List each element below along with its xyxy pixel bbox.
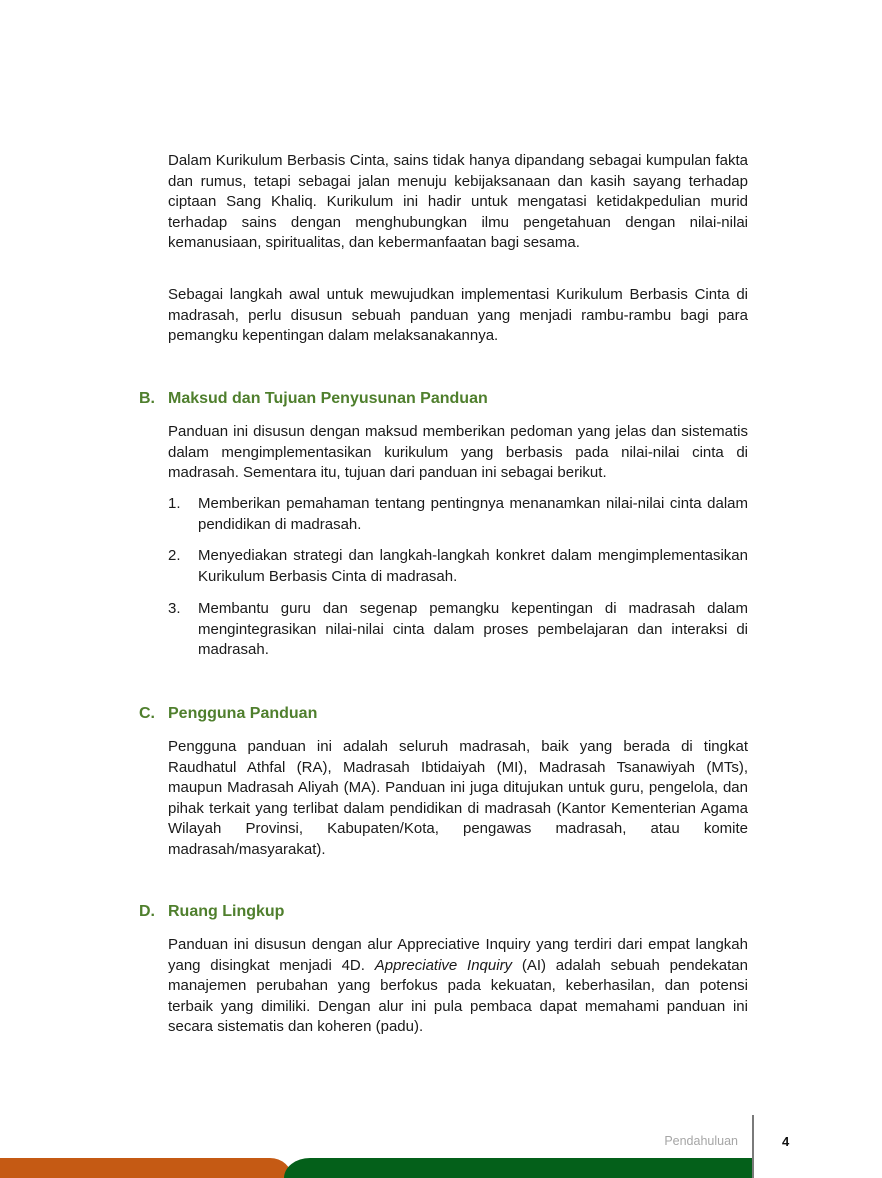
intro-paragraph-2: Sebagai langkah awal untuk mewujudkan implementasi Kurikulum Berbasis Cinta di madrasah, perlu disusun sebuah panduan yang menjadi rambu-rambu bagi para pemangku kepentingan dalam melaksanakannya. xyxy=(168,286,748,344)
section-c-paragraph: Pengguna panduan ini adalah seluruh madrasah, baik yang berada di tingkat Raudhatul Athfal (RA), Madrasah Ibtidaiyah (MI), Madrasah Tsanawiyah (MTs), maupun Madrasah Aliyah (MA). Panduan ini juga ditujukan untuk guru, pengelola, dan pihak terkait yang terlibat dalam pendidikan di madrasah (Kantor Kementerian Agama Wilayah Provinsi, Kabupaten/Kota, pengawas madrasah, atau komite madrasah/masyarakat). xyxy=(168,738,748,858)
section-c-letter: C. xyxy=(139,705,155,722)
list-text: Membantu guru dan segenap pemangku kepentingan di madrasah dalam mengintegrasikan nilai-nilai cinta dalam proses pembelajaran dan interaksi di madrasah. xyxy=(198,600,748,658)
section-d-title: Ruang Lingkup xyxy=(168,903,285,920)
section-c-heading xyxy=(139,705,317,723)
section-b-paragraph: Panduan ini disusun dengan maksud memberikan pedoman yang jelas dan sistematis dalam mengimplementasikan kurikulum yang berbasis pada nilai-nilai cinta di madrasah. Sementara itu, tujuan dari panduan ini sebagai berikut. xyxy=(168,423,748,481)
section-b-title: Maksud dan Tujuan Penyusunan Panduan xyxy=(168,390,488,407)
list-number: 3. xyxy=(168,600,181,617)
section-b-letter: B. xyxy=(139,390,155,407)
section-d-letter: D. xyxy=(139,903,155,920)
section-d-heading xyxy=(139,903,284,921)
list-number: 2. xyxy=(168,547,181,564)
footer-divider xyxy=(752,1115,754,1178)
footer-chapter-label: Pendahuluan xyxy=(664,1134,738,1148)
intro-paragraph-1: Dalam Kurikulum Berbasis Cinta, sains tidak hanya dipandang sebagai kumpulan fakta dan rumus, tetapi sebagai jalan menuju kebijaksanaan dan kasih sayang terhadap ciptaan Sang Khaliq. Kurikulum ini hadir untuk mengatasi ketidakpedulian murid terhadap sains dengan menghubungkan ilmu pengetahuan dengan nilai-nilai kemanusiaan, spiritualitas, dan kebermanfaatan bagi sesama. xyxy=(168,152,748,251)
list-item xyxy=(168,494,748,535)
section-d-paragraph xyxy=(168,935,748,1038)
section-d-text-1: Panduan ini disusun dengan alur Appreciative Inquiry yang terdiri dari empat langkah yang disingkat menjadi 4D. xyxy=(168,936,748,974)
footer-orange-band xyxy=(0,1158,292,1178)
list-number: 1. xyxy=(168,495,181,512)
section-d-italic-term: Appreciative Inquiry xyxy=(374,956,513,974)
section-d-text-2: (AI) adalah sebuah pendekatan manajemen perubahan yang berfokus pada kekuatan, keberhasilan, dan potensi terbaik yang dimiliki. Dengan alur ini pula pembaca dapat memahami panduan ini secara sistematis dan koheren (padu). xyxy=(168,956,748,1035)
footer-green-band xyxy=(284,1158,752,1178)
page-number: 4 xyxy=(782,1134,790,1149)
section-b-heading xyxy=(139,390,488,408)
list-item xyxy=(168,599,748,661)
list-text: Menyediakan strategi dan langkah-langkah konkret dalam mengimplementasikan Kurikulum Berbasis Cinta di madrasah. xyxy=(198,547,748,585)
section-c-title: Pengguna Panduan xyxy=(168,705,318,722)
list-text: Memberikan pemahaman tentang pentingnya menanamkan nilai-nilai cinta dalam pendidikan di madrasah. xyxy=(198,495,748,533)
list-item xyxy=(168,546,748,587)
